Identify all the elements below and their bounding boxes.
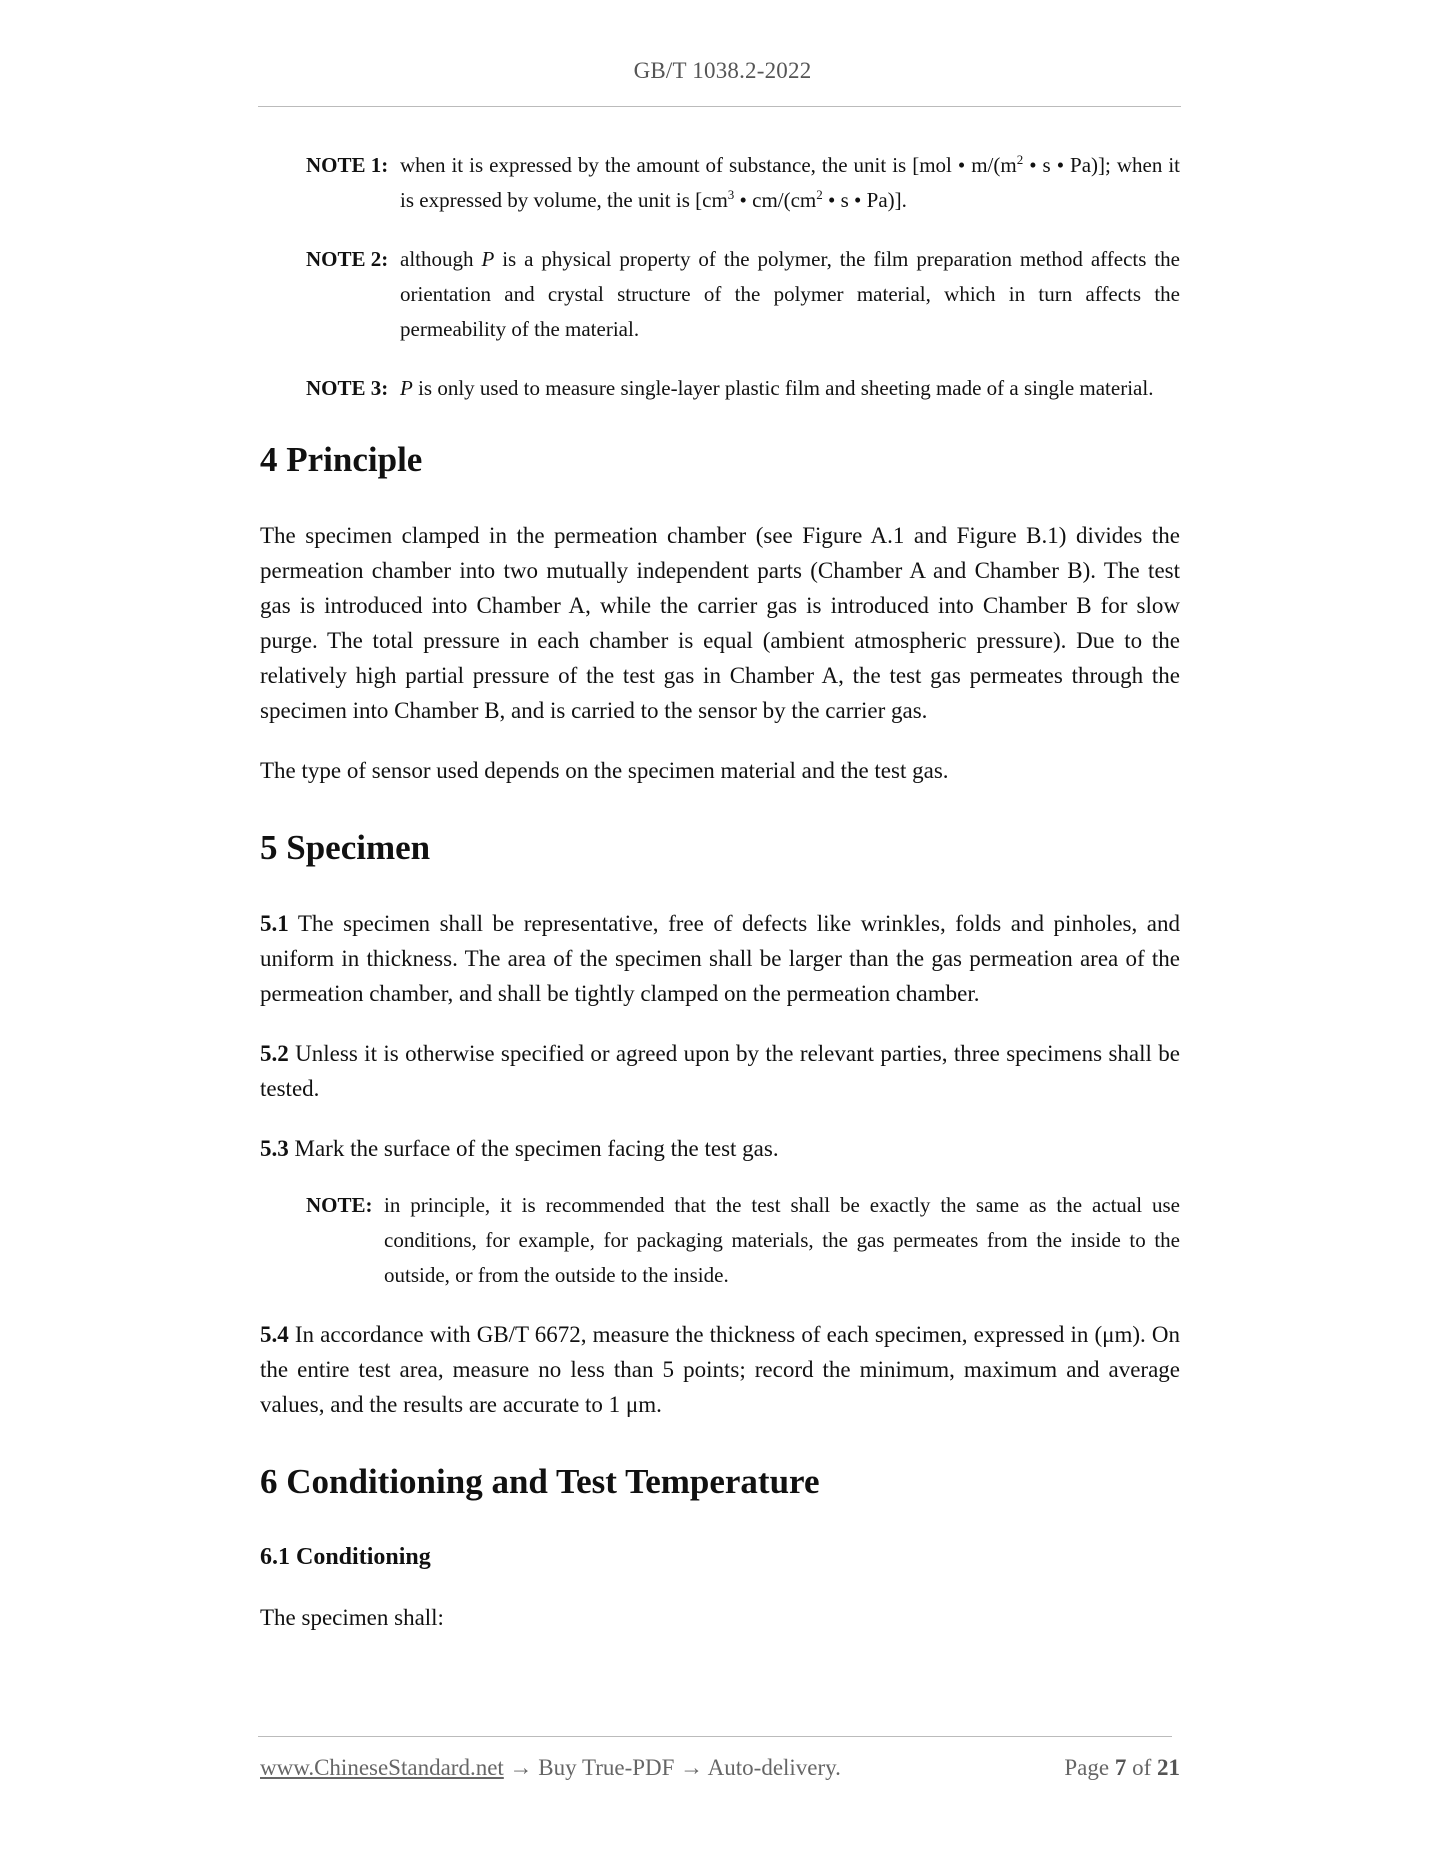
note-1-text-c: • cm/(cm — [734, 188, 817, 212]
page-total: 21 — [1157, 1755, 1180, 1780]
clause-5-3-number: 5.3 — [260, 1136, 289, 1161]
note-2 — [306, 242, 1180, 347]
section-6-heading: 6 Conditioning and Test Temperature — [260, 1462, 820, 1501]
note-2-text-post: is a physical property of the polymer, the film preparation method affects the orientation and crystal structure of the polymer material, which in turn affects the permeability of the material. — [400, 247, 1180, 341]
footer-divider — [258, 1736, 1172, 1737]
note-1-text-b: • s • Pa)]; when it is expressed by volume, the unit is [cm — [400, 153, 1180, 212]
note-3-label: NOTE 3: — [306, 376, 389, 400]
clause-5-2 — [260, 1036, 1180, 1106]
note-1-sup-b: 3 — [727, 187, 735, 202]
note-1 — [306, 148, 1180, 218]
clause-5-3-note-label: NOTE: — [306, 1193, 373, 1217]
footer-promo-text: → Buy True-PDF → Auto-delivery. — [503, 1755, 841, 1780]
clause-5-4-number: 5.4 — [260, 1322, 289, 1347]
clause-5-3-note-text: in principle, it is recommended that the test shall be exactly the same as the actual use conditions, for example, for packaging materials, the gas permeates from the inside to the outside, or from the outside to the inside. — [384, 1193, 1180, 1287]
page-number: 7 — [1114, 1755, 1127, 1780]
note-1-text-d: • s • Pa)]. — [822, 188, 907, 212]
page-indicator — [1064, 1755, 1180, 1781]
clause-5-1-number: 5.1 — [260, 911, 289, 936]
page-body — [260, 148, 1180, 1635]
footer-promo — [260, 1755, 841, 1781]
page-header — [0, 58, 1445, 84]
note-1-sup-a: 2 — [1016, 152, 1024, 167]
note-3-text-post: is only used to measure single-layer plastic film and sheeting made of a single material. — [412, 376, 1154, 400]
clause-5-4-text: In accordance with GB/T 6672, measure the thickness of each specimen, expressed in (μm). On the entire test area, measure no less than 5 points; record the minimum, maximum and average values, and the results are accurate to 1 μm. — [260, 1322, 1180, 1417]
section-4-paragraph-2: The type of sensor used depends on the specimen material and the test gas. — [260, 758, 949, 783]
clause-5-1-text: The specimen shall be representative, free of defects like wrinkles, folds and pinholes, and uniform in thickness. The area of the specimen shall be larger than the gas permeation area of the permeation chamber, and shall be tightly clamped on the permeation chamber. — [260, 911, 1180, 1006]
note-2-var: P — [481, 247, 495, 271]
section-4-paragraph-1: The specimen clamped in the permeation chamber (see Figure A.1 and Figure B.1) divides the permeation chamber into two mutually independent parts (Chamber A and Chamber B). The test gas is introduced into Chamber A, while the carrier gas is introduced into Chamber B for slow purge. The total pressure in each chamber is equal (ambient atmospheric pressure). Due to the relatively high partial pressure of the test gas in Chamber A, the test gas permeates through the specimen into Chamber B, and is carried to the sensor by the carrier gas. — [260, 523, 1180, 723]
clause-5-3-text: Mark the surface of the specimen facing the test gas. — [288, 1136, 779, 1161]
website-link[interactable]: www.ChineseStandard.net — [260, 1755, 504, 1780]
note-2-text-pre: although — [400, 247, 482, 271]
clause-5-2-text: Unless it is otherwise specified or agreed upon by the relevant parties, three specimens shall be tested. — [260, 1041, 1180, 1101]
note-1-text-a: when it is expressed by the amount of substance, the unit is [mol • m/(m — [400, 153, 1017, 177]
header-divider — [258, 106, 1181, 107]
clause-5-3-note — [306, 1188, 1180, 1293]
note-1-sup-c: 2 — [816, 187, 823, 202]
clause-5-1 — [260, 906, 1180, 1011]
clause-5-3 — [260, 1131, 1180, 1166]
section-4-heading: 4 Principle — [260, 440, 423, 479]
document-code: GB/T 1038.2-2022 — [633, 58, 812, 83]
note-3-var: P — [400, 376, 413, 400]
clause-5-2-number: 5.2 — [260, 1041, 289, 1066]
note-2-label: NOTE 2: — [306, 247, 389, 271]
section-6-1-paragraph: The specimen shall: — [260, 1605, 444, 1630]
note-1-label: NOTE 1: — [306, 153, 389, 177]
note-3 — [306, 371, 1180, 406]
section-5-heading: 5 Specimen — [260, 828, 431, 867]
page-label: Page — [1064, 1755, 1110, 1780]
of-label: of — [1132, 1755, 1152, 1780]
subsection-6-1-heading: 6.1 Conditioning — [260, 1544, 431, 1570]
clause-5-4 — [260, 1317, 1180, 1422]
